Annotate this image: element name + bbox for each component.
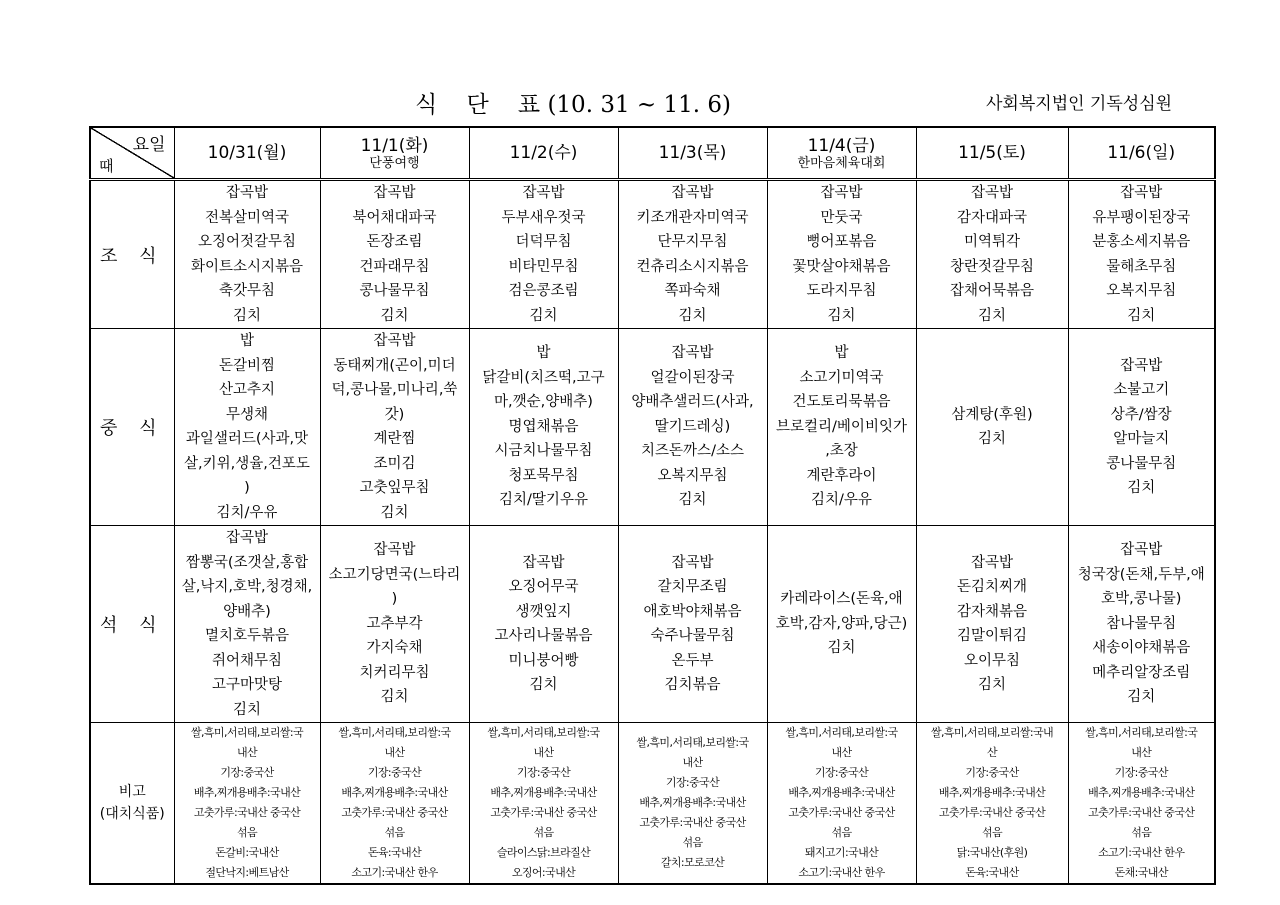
origin-note-line: 고춧가루:국내산 중국산: [639, 816, 746, 829]
menu-item: 컨츄리소시지볶음: [636, 258, 749, 275]
origin-note-cell: [1068, 723, 1215, 885]
origin-note-line: 고춧가루:국내산 중국산: [490, 806, 597, 819]
origin-note-line: 배추,찌개용배추:국내산: [788, 786, 895, 799]
menu-item: 살,키위,생율,건포도: [184, 455, 310, 472]
origin-note-cell: [916, 723, 1068, 885]
day-event: 단풍여행: [369, 155, 420, 171]
day-date: 10/31(월): [207, 143, 287, 163]
origin-note-line: 기장:중국산: [665, 776, 720, 789]
origin-note-cell: [174, 723, 320, 885]
menu-item: 얼갈이된장국: [650, 369, 735, 386]
origin-note-line: 배추,찌개용배추:국내산: [341, 786, 448, 799]
menu-item: 화이트소시지볶음: [190, 258, 304, 275]
origin-note-line: 고춧가루:국내산 중국산: [341, 806, 448, 819]
menu-item: 계란후라이: [806, 467, 877, 484]
menu-item: 청국장(돈채,두부,애: [1077, 566, 1205, 583]
menu-item: 마,깻순,양배추): [494, 394, 593, 411]
menu-item: 김치볶음: [664, 677, 721, 693]
menu-item: 김치: [977, 677, 1006, 693]
menu-item: 도라지무침: [806, 283, 877, 299]
menu-item: 꽃맛살야채볶음: [792, 258, 891, 275]
origin-note-line: 쌀,흑미,서리태,보리쌀:국: [785, 726, 898, 739]
origin-note-line: 기장:중국산: [516, 766, 571, 779]
notes-row: [90, 723, 1215, 885]
menu-item: 조미김: [373, 455, 416, 472]
menu-item: 돈김치찌개: [956, 579, 1028, 595]
menu-item: 단무지무침: [657, 234, 728, 250]
origin-note-line: 쌀,흑미,서리태,보리쌀:국: [1085, 726, 1198, 739]
menu-item: 분홍소세지볶음: [1092, 234, 1191, 250]
origin-note-line: 고춧가루:국내산 중국산: [938, 806, 1046, 819]
day-date: 11/1(화): [360, 135, 429, 156]
menu-item: 오징어젓갈무침: [197, 234, 297, 250]
menu-item: 소불고기: [1113, 382, 1170, 398]
menu-item: 잡곡밥: [970, 554, 1014, 571]
menu-cell: [320, 526, 469, 723]
origin-note-line: 쌀,흑미,서리태,보리쌀:국: [636, 736, 749, 749]
menu-item: 돈갈비찜: [218, 357, 276, 374]
menu-item: 잡곡밥: [1120, 357, 1163, 374]
menu-item: 명엽채볶음: [508, 418, 579, 435]
menu-cell: [618, 526, 767, 723]
menu-item: 콩나물무침: [1106, 455, 1177, 472]
menu-item: 소고기당면국(느타리: [328, 566, 461, 583]
menu-item: 갈치무조림: [657, 579, 728, 595]
menu-item: 잡곡밥: [225, 530, 269, 546]
menu-item: 김치: [232, 701, 261, 718]
day-header: [1068, 127, 1215, 180]
menu-item: 축갓무침: [218, 283, 276, 299]
origin-note-cell: [618, 723, 767, 885]
lunch-row: [90, 329, 1215, 526]
menu-item: 알마늘지: [1113, 431, 1170, 447]
day-header: [469, 127, 618, 180]
notes-label: [90, 723, 174, 885]
menu-item: 돈장조림: [366, 234, 423, 250]
menu-item: 계란찜: [373, 431, 416, 447]
menu-item: 고구마맛탕: [211, 677, 283, 693]
menu-item: 딸기드레싱): [654, 418, 731, 435]
day-header: [618, 127, 767, 180]
menu-item: 김치: [380, 504, 409, 521]
menu-item: 치커리무침: [359, 664, 430, 681]
origin-note-line: 고춧가루:국내산 중국산: [788, 806, 895, 819]
menu-item: 김치: [827, 307, 856, 324]
origin-note-line: 쌀,흑미,서리태,보리쌀:국: [338, 726, 451, 739]
menu-cell: [469, 526, 618, 723]
menu-item: 김치: [678, 492, 707, 509]
menu-item: 잡곡밥: [373, 333, 416, 349]
menu-item: 오이무침: [963, 652, 1021, 669]
menu-item: 숙주나물무침: [650, 628, 735, 644]
corner-day-label: 요일: [132, 135, 166, 155]
origin-note-line: 섞음: [831, 826, 852, 839]
menu-item: 물해초무침: [1106, 258, 1177, 275]
menu-item: 양배추): [223, 603, 271, 620]
origin-note-line: 기장:중국산: [1114, 766, 1168, 779]
day-event: 한마음체육대회: [797, 155, 886, 171]
menu-item: 김치: [1127, 480, 1156, 496]
menu-item: 비타민무침: [508, 258, 579, 275]
menu-item: 키조개관자미역국: [636, 209, 749, 226]
menu-item: 유부팽이된장국: [1092, 209, 1191, 226]
menu-item: 호박,감자,양파,당근): [775, 615, 908, 632]
notes-label-line: 비고: [118, 784, 146, 800]
menu-item: 양배추샐러드(사과,: [631, 394, 754, 411]
menu-item: 잡채어묵볶음: [949, 283, 1035, 299]
menu-cell: [1068, 180, 1215, 329]
menu-item: 오징어무국: [508, 579, 579, 595]
menu-item: 고춧잎무침: [359, 480, 430, 496]
menu-cell: [1068, 329, 1215, 526]
menu-item: 잡곡밥: [225, 185, 269, 201]
origin-note-line: 배추,찌개용배추:국내산: [639, 796, 746, 809]
origin-note-line: 기장:중국산: [367, 766, 422, 779]
origin-note-line: 소고기:국내산 한우: [351, 866, 438, 879]
organization-name: 사회복지법인 기독성심원: [986, 94, 1173, 114]
menu-item: 미니붕어빵: [508, 652, 579, 669]
menu-item: 닭갈비(치즈떡,고구: [482, 369, 605, 386]
menu-item: 청포묵무침: [508, 467, 579, 484]
menu-cell: [916, 329, 1068, 526]
origin-note-line: 오징어:국내산: [511, 866, 576, 879]
origin-note-line: 갈치:모로코산: [660, 856, 725, 869]
menu-item: 브로컬리/베이비잇가: [776, 418, 907, 435]
origin-note-line: 섞음: [384, 826, 405, 839]
menu-item: 치즈돈까스/소스: [641, 443, 744, 460]
menu-item: 잡곡밥: [373, 185, 416, 201]
origin-note-line: 섞음: [682, 836, 703, 849]
menu-cell: [469, 329, 618, 526]
menu-item: 김치/우유: [811, 492, 872, 509]
origin-note-line: 섞음: [533, 826, 554, 839]
menu-item: 잡곡밥: [671, 185, 714, 201]
menu-item: 김말이튀김: [956, 628, 1028, 644]
menu-cell: [767, 526, 916, 723]
day-date: 11/4(금): [807, 135, 876, 156]
menu-item: 김치: [678, 307, 707, 324]
menu-cell: [1068, 526, 1215, 723]
day-header: [767, 127, 916, 180]
menu-item: 무생채: [225, 406, 269, 423]
menu-item: 김치/우유: [216, 504, 278, 521]
origin-note-cell: [469, 723, 618, 885]
day-date: 11/5(토): [958, 143, 1026, 163]
origin-note-line: 섞음: [236, 826, 258, 839]
origin-note-line: 소고기:국내산 한우: [798, 866, 885, 879]
origin-note-line: 소고기:국내산 한우: [1098, 846, 1185, 859]
menu-item: 살,낙지,호박,청경채,: [181, 579, 313, 595]
origin-note-line: 내산: [533, 746, 554, 759]
menu-item: 김치/딸기우유: [499, 492, 588, 509]
menu-item: 생깻잎지: [515, 603, 572, 620]
menu-item: 삼계탕(후원): [951, 406, 1033, 423]
menu-item: 밥: [834, 345, 849, 362]
origin-note-line: 절단낙지:베트남산: [205, 866, 289, 879]
menu-item: 참나물무침: [1106, 615, 1177, 632]
meal-label: 석 식: [90, 526, 174, 723]
menu-item: 김치: [529, 307, 558, 324]
breakfast-row: [90, 180, 1215, 329]
menu-item: 오복지무침: [1106, 283, 1177, 299]
day-date: 11/3(목): [658, 143, 727, 163]
origin-note-line: 기장:중국산: [814, 766, 869, 779]
menu-item: 잡곡밥: [522, 554, 565, 571]
corner-meal-label: 때: [99, 157, 114, 175]
menu-cell: [767, 180, 916, 329]
origin-note-cell: [320, 723, 469, 885]
menu-item: 김치: [827, 640, 856, 657]
menu-item: 가지숙채: [366, 640, 423, 657]
menu-cell: [320, 329, 469, 526]
menu-cell: [174, 526, 320, 723]
menu-item: 김치: [380, 689, 409, 706]
meal-label: 중 식: [90, 329, 174, 526]
origin-note-line: 배추,찌개용배추:국내산: [1088, 786, 1195, 799]
corner-cell: [90, 127, 174, 180]
menu-item: 고사리나물볶음: [494, 628, 593, 644]
menu-item: 잡곡밥: [1120, 542, 1163, 559]
menu-item: 북어채대파국: [352, 209, 437, 226]
day-header: [320, 127, 469, 180]
menu-item: 애호박야채볶음: [643, 603, 742, 620]
menu-cell: [916, 526, 1068, 723]
menu-item: 산고추지: [218, 382, 276, 398]
menu-item: 소고기미역국: [799, 369, 884, 386]
origin-note-line: 돈채:국내산: [1114, 866, 1168, 879]
menu-item: 쪽파숙채: [664, 283, 721, 299]
menu-item: ): [244, 480, 250, 496]
menu-item: 김치: [1127, 689, 1156, 706]
origin-note-line: 섞음: [1131, 826, 1152, 839]
origin-note-line: 고춧가루:국내산 중국산: [1088, 806, 1195, 819]
day-date: 11/2(수): [509, 143, 578, 163]
origin-note-line: 내산: [682, 756, 703, 769]
menu-item: 건도토리묵볶음: [792, 394, 891, 411]
menu-item: 밥: [239, 333, 254, 349]
menu-item: 멸치호두볶음: [204, 628, 290, 644]
origin-note-line: 내산: [831, 746, 852, 759]
origin-note-line: 돈육:국내산: [965, 866, 1019, 879]
menu-item: 김치: [1127, 307, 1156, 324]
menu-item: 갓): [384, 406, 405, 423]
origin-note-line: 배추,찌개용배추:국내산: [193, 786, 301, 799]
menu-item: 콩나물무침: [359, 283, 430, 299]
menu-item: 잡곡밥: [970, 185, 1014, 201]
menu-item: 전복살미역국: [204, 209, 290, 226]
menu-item: 김치: [529, 677, 558, 693]
menu-item: 검은콩조림: [508, 283, 579, 299]
menu-cell: [174, 180, 320, 329]
menu-item: 카레라이스(돈육,애: [780, 591, 903, 608]
origin-note-line: 돼지고기:국내산: [804, 846, 879, 859]
origin-note-line: 슬라이스닭:브라질산: [496, 846, 591, 859]
menu-item: 쥐어채무침: [211, 652, 283, 669]
menu-item: 감자채볶음: [956, 603, 1028, 620]
menu-item: 상추/쌈장: [1110, 406, 1172, 423]
menu-item: 오복지무침: [657, 467, 728, 484]
menu-cell: [469, 180, 618, 329]
menu-item: 잡곡밥: [671, 554, 714, 571]
origin-note-cell: [767, 723, 916, 885]
menu-item: 건파래무침: [359, 258, 430, 275]
menu-item: 김치: [232, 307, 261, 324]
origin-note-line: 기장:중국산: [965, 766, 1019, 779]
page-title: 식 단 표 (10. 31 ~ 11. 6): [415, 92, 731, 118]
notes-label-line: (대치식품): [99, 806, 165, 822]
menu-cell: [618, 329, 767, 526]
header-row: [90, 127, 1215, 180]
day-header: [174, 127, 320, 180]
origin-note-line: 쌀,흑미,서리태,보리쌀:국내: [930, 726, 1054, 739]
menu-item: 온두부: [671, 652, 714, 669]
menu-item: 창란젓갈무침: [949, 258, 1035, 275]
menu-item: 김치: [977, 431, 1006, 447]
menu-item: 시금치나물무침: [494, 443, 593, 460]
origin-note-line: 고춧가루:국내산 중국산: [193, 806, 301, 819]
menu-item: 감자대파국: [956, 209, 1028, 226]
origin-note-line: 내산: [384, 746, 405, 759]
menu-cell: [174, 329, 320, 526]
day-header: [916, 127, 1068, 180]
menu-item: 호박,콩나물): [1101, 591, 1182, 608]
menu-item: 잡곡밥: [671, 345, 714, 362]
day-date: 11/6(일): [1107, 143, 1176, 163]
origin-note-line: 산: [986, 746, 998, 759]
origin-note-line: 기장:중국산: [220, 766, 274, 779]
dinner-row: [90, 526, 1215, 723]
menu-item: 김치: [380, 307, 409, 324]
meal-label: 조 식: [90, 180, 174, 329]
origin-note-line: 돈육:국내산: [367, 846, 422, 859]
menu-item: 만둣국: [820, 209, 863, 226]
origin-note-line: 섞음: [981, 826, 1003, 839]
menu-item: 짬뽕국(조갯살,홍합: [185, 554, 309, 571]
menu-cell: [320, 180, 469, 329]
menu-cell: [916, 180, 1068, 329]
menu-item: 더덕무침: [515, 234, 572, 250]
menu-item: 동태찌개(곤이,미더: [333, 357, 456, 374]
menu-item: ,초장: [825, 443, 858, 460]
menu-item: 밥: [536, 345, 551, 362]
menu-item: 김치: [977, 307, 1006, 324]
origin-note-line: 배추,찌개용배추:국내산: [938, 786, 1046, 799]
origin-note-line: 내산: [1131, 746, 1152, 759]
origin-note-line: 내산: [236, 746, 258, 759]
origin-note-line: 돈갈비:국내산: [215, 846, 279, 859]
origin-note-line: 쌀,흑미,서리태,보리쌀:국: [190, 726, 304, 739]
menu-item: 메추리알장조림: [1092, 664, 1191, 681]
menu-item: 과일샐러드(사과,맛: [185, 431, 309, 447]
menu-cell: [618, 180, 767, 329]
menu-item: 두부새우젓국: [501, 209, 586, 226]
menu-cell: [767, 329, 916, 526]
menu-item: 미역튀각: [963, 234, 1021, 250]
menu-item: 잡곡밥: [522, 185, 565, 201]
menu-item: 새송이야채볶음: [1092, 640, 1191, 657]
menu-item: 잡곡밥: [373, 542, 416, 559]
menu-item: ): [391, 591, 398, 608]
menu-item: 잡곡밥: [1120, 185, 1163, 201]
menu-item: 덕,콩나물,미나리,쑥: [331, 382, 458, 398]
origin-note-line: 닭:국내산(후원): [956, 846, 1028, 859]
menu-item: 고추부각: [366, 615, 423, 632]
menu-item: 잡곡밥: [820, 185, 863, 201]
menu-item: 뻥어포볶음: [806, 234, 877, 250]
menu-table: [89, 126, 1216, 885]
origin-note-line: 배추,찌개용배추:국내산: [490, 786, 597, 799]
origin-note-line: 쌀,흑미,서리태,보리쌀:국: [487, 726, 600, 739]
